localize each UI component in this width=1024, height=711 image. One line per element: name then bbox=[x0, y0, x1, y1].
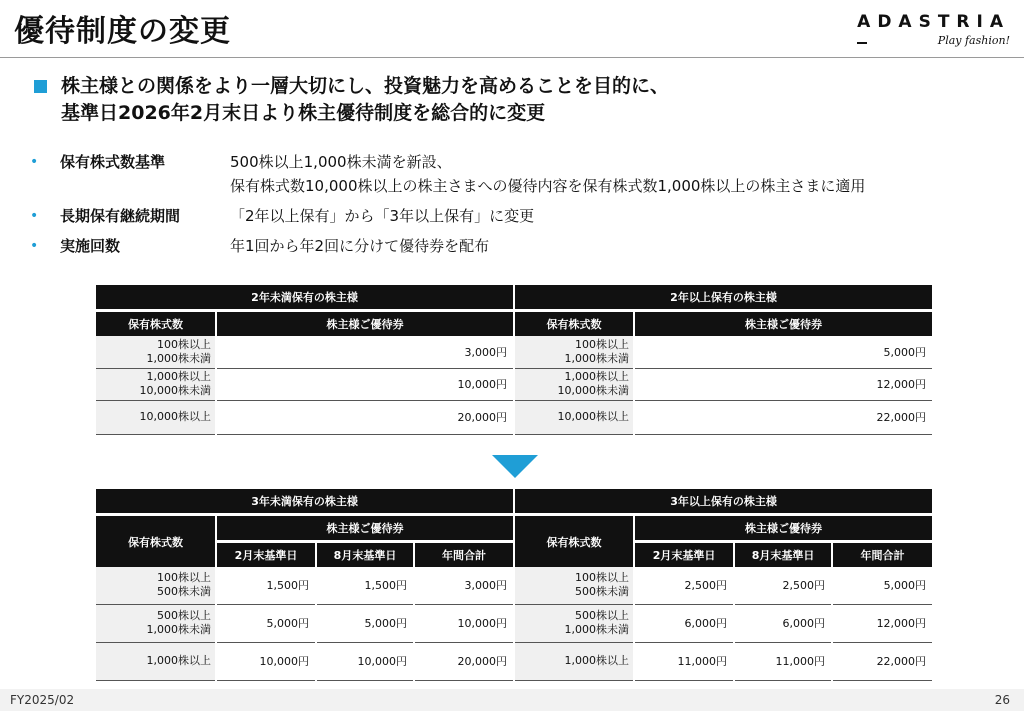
voucher-cell: 12,000円 bbox=[832, 604, 932, 642]
voucher-cell: 20,000円 bbox=[414, 642, 514, 680]
voucher-cell: 22,000円 bbox=[832, 642, 932, 680]
voucher-cell: 5,000円 bbox=[316, 604, 414, 642]
fiscal-period: FY2025/02 bbox=[10, 693, 75, 707]
shares-cell: 10,000株以上 bbox=[514, 400, 634, 434]
lead-line-2: 基準日2026年2月末日より株主優待制度を総合的に変更 bbox=[61, 102, 546, 124]
bullet-dot-icon: • bbox=[30, 238, 39, 254]
table-row bbox=[96, 604, 932, 642]
logo-accent-bar bbox=[857, 42, 867, 44]
logo-tagline: Play fashion! bbox=[937, 34, 1010, 47]
voucher-cell: 10,000円 bbox=[316, 642, 414, 680]
voucher-cell: 10,000円 bbox=[216, 368, 514, 400]
lead-line-1: 株主様との関係をより一層大切にし、投資魅力を高めることを目的に、 bbox=[61, 75, 670, 97]
group-header-over-3y: 3年以上保有の株主様 bbox=[514, 489, 932, 515]
title-divider bbox=[0, 57, 1024, 58]
col-header-aug: 8月末基準日 bbox=[734, 542, 832, 568]
col-header-feb: 2月末基準日 bbox=[216, 542, 316, 568]
voucher-cell: 10,000円 bbox=[414, 604, 514, 642]
voucher-cell: 10,000円 bbox=[216, 642, 316, 680]
col-header-shares: 保有株式数 bbox=[514, 515, 634, 568]
page-number: 26 bbox=[994, 693, 1010, 707]
bullet-line: 500株以上1,000株未満を新設、 bbox=[230, 153, 452, 171]
col-header-voucher: 株主様ご優待券 bbox=[634, 311, 932, 337]
shares-cell: 1,000株以上 bbox=[514, 642, 634, 680]
arrow-down-icon bbox=[492, 455, 538, 478]
voucher-cell: 20,000円 bbox=[216, 400, 514, 434]
table-row bbox=[96, 368, 932, 400]
shares-cell: 1,000株以上 10,000株未満 bbox=[514, 368, 634, 400]
group-header-under-3y: 3年未満保有の株主様 bbox=[96, 489, 514, 515]
lead-statement bbox=[34, 73, 669, 127]
change-summary-list bbox=[30, 150, 865, 264]
bullet-line: 保有株式数10,000株以上の株主さまへの優待内容を保有株式数1,000株以上の株主さまに適用 bbox=[230, 177, 866, 195]
col-header-voucher: 株主様ご優待券 bbox=[216, 515, 514, 542]
col-header-aug: 8月末基準日 bbox=[316, 542, 414, 568]
list-item bbox=[30, 204, 865, 228]
shares-cell: 100株以上 500株未満 bbox=[514, 567, 634, 604]
col-header-voucher: 株主様ご優待券 bbox=[216, 311, 514, 337]
shares-cell: 10,000株以上 bbox=[96, 400, 216, 434]
bullet-dot-icon: • bbox=[30, 154, 39, 170]
company-logo bbox=[857, 12, 1010, 47]
footer-bar bbox=[0, 689, 1024, 711]
square-bullet-icon bbox=[34, 80, 47, 93]
shares-cell: 500株以上 1,000株未満 bbox=[96, 604, 216, 642]
voucher-cell: 6,000円 bbox=[634, 604, 734, 642]
voucher-cell: 3,000円 bbox=[414, 567, 514, 604]
shares-cell: 1,000株以上 bbox=[96, 642, 216, 680]
voucher-cell: 12,000円 bbox=[634, 368, 932, 400]
voucher-cell: 2,500円 bbox=[634, 567, 734, 604]
table-row bbox=[96, 336, 932, 368]
list-item bbox=[30, 234, 865, 258]
group-header-over-2y: 2年以上保有の株主様 bbox=[514, 285, 932, 311]
bullet-label: 実施回数 bbox=[60, 237, 121, 255]
bullet-dot-icon: • bbox=[30, 208, 39, 224]
logo-wordmark: ADASTRIA bbox=[857, 12, 1010, 32]
voucher-cell: 5,000円 bbox=[832, 567, 932, 604]
table-row bbox=[96, 567, 932, 604]
list-item bbox=[30, 150, 865, 198]
current-benefit-table bbox=[96, 285, 932, 435]
shares-cell: 100株以上 1,000株未満 bbox=[96, 336, 216, 368]
voucher-cell: 5,000円 bbox=[216, 604, 316, 642]
voucher-cell: 1,500円 bbox=[316, 567, 414, 604]
bullet-body: 「2年以上保有」から「3年以上保有」に変更 bbox=[230, 207, 535, 225]
col-header-total: 年間合計 bbox=[414, 542, 514, 568]
col-header-shares: 保有株式数 bbox=[96, 311, 216, 337]
bullet-label: 長期保有継続期間 bbox=[60, 207, 181, 225]
col-header-voucher: 株主様ご優待券 bbox=[634, 515, 932, 542]
table-row bbox=[96, 642, 932, 680]
bullet-label: 保有株式数基準 bbox=[60, 153, 166, 171]
col-header-shares: 保有株式数 bbox=[514, 311, 634, 337]
lead-text bbox=[61, 73, 669, 127]
new-benefit-table bbox=[96, 489, 932, 681]
voucher-cell: 11,000円 bbox=[634, 642, 734, 680]
voucher-cell: 6,000円 bbox=[734, 604, 832, 642]
col-header-shares: 保有株式数 bbox=[96, 515, 216, 568]
shares-cell: 100株以上 500株未満 bbox=[96, 567, 216, 604]
shares-cell: 1,000株以上 10,000株未満 bbox=[96, 368, 216, 400]
table-row bbox=[96, 400, 932, 434]
group-header-under-2y: 2年未満保有の株主様 bbox=[96, 285, 514, 311]
shares-cell: 500株以上 1,000株未満 bbox=[514, 604, 634, 642]
voucher-cell: 22,000円 bbox=[634, 400, 932, 434]
voucher-cell: 3,000円 bbox=[216, 336, 514, 368]
col-header-feb: 2月末基準日 bbox=[634, 542, 734, 568]
shares-cell: 100株以上 1,000株未満 bbox=[514, 336, 634, 368]
bullet-body bbox=[230, 150, 865, 198]
bullet-body: 年1回から年2回に分けて優待券を配布 bbox=[230, 237, 490, 255]
voucher-cell: 1,500円 bbox=[216, 567, 316, 604]
voucher-cell: 5,000円 bbox=[634, 336, 932, 368]
voucher-cell: 2,500円 bbox=[734, 567, 832, 604]
col-header-total: 年間合計 bbox=[832, 542, 932, 568]
voucher-cell: 11,000円 bbox=[734, 642, 832, 680]
page-title: 優待制度の変更 bbox=[14, 14, 231, 49]
